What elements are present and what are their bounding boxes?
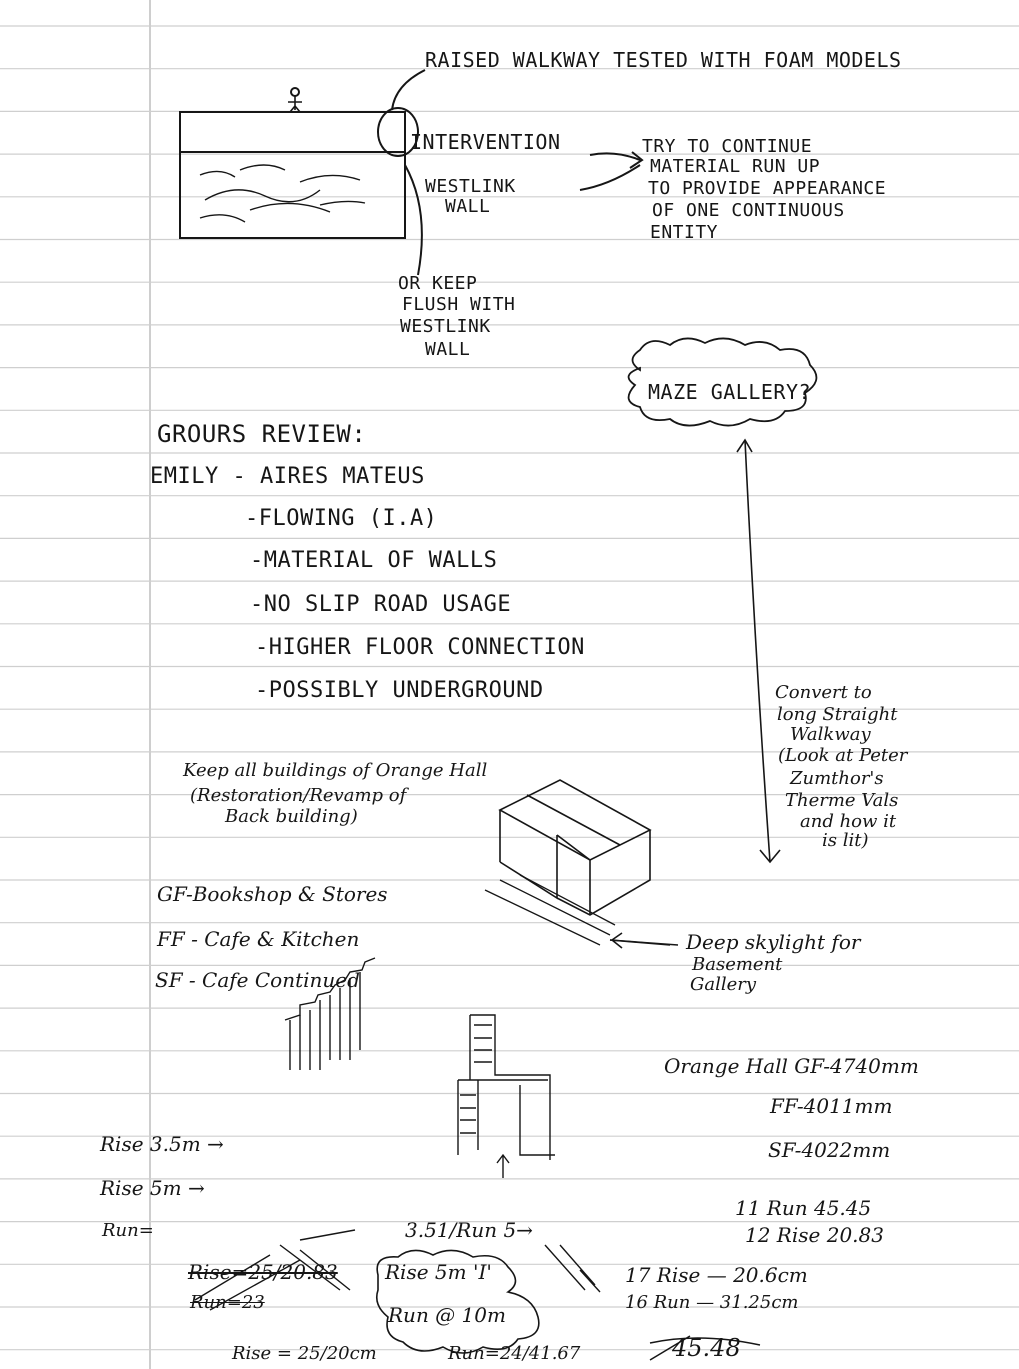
raised-walkway-note: RAISED WALKWAY TESTED WITH FOAM MODELS (425, 48, 902, 72)
crossed-calc: Run=23 (190, 1292, 265, 1313)
walkway-note-line: long Straight (777, 704, 898, 725)
continue-note-line: TO PROVIDE APPEARANCE (648, 178, 887, 199)
walkway-note-line: (Look at Peter (778, 745, 908, 766)
review-item: -HIGHER FLOOR CONNECTION (255, 635, 585, 660)
skylight-note: Gallery (690, 974, 757, 995)
review-item: -MATERIAL OF WALLS (250, 548, 498, 573)
flush-note-line: OR KEEP (398, 273, 478, 294)
skylight-note: Basement (692, 954, 783, 975)
continue-note-line: ENTITY (650, 222, 719, 243)
rise-note: Rise 3.5m → (100, 1132, 224, 1156)
building-box-sketch (485, 780, 670, 948)
floor-ff: FF - Cafe & Kitchen (157, 927, 360, 951)
flush-note-line: WESTLINK (400, 316, 491, 337)
calc-note: 17 Rise — 20.6cm (625, 1263, 808, 1287)
calc-note: 16 Run — 31.25cm (625, 1292, 799, 1313)
run-mid-note: 3.51/Run 5→ (405, 1218, 533, 1242)
walkway-note-line: is lit) (822, 830, 869, 851)
floor-gf: GF-Bookshop & Stores (157, 882, 388, 906)
flush-note-line: WALL (425, 339, 471, 360)
maze-gallery-label: MAZE GALLERY? (648, 380, 812, 404)
review-item: -FLOWING (I.A) (245, 506, 438, 531)
orange-hall-note: Keep all buildings of Orange Hall (183, 760, 488, 781)
height-gf: Orange Hall GF-4740mm (664, 1054, 919, 1078)
calc-note: 11 Run 45.45 (735, 1196, 872, 1220)
skylight-note: Deep skylight for (686, 930, 861, 954)
crossed-calc: Rise=25/20.83 (188, 1260, 338, 1284)
bottom-calc: 45.48 (672, 1334, 741, 1362)
walkway-note-line: Therme Vals (785, 790, 899, 811)
floor-sf: SF - Cafe Continued (155, 968, 360, 992)
groups-review-heading: GROURS REVIEW: (157, 420, 367, 448)
walkway-note-line: Walkway (790, 724, 871, 745)
westlink-label: WESTLINK (425, 176, 516, 197)
orange-hall-note: Back building) (225, 806, 358, 827)
run-note: Run= (102, 1220, 154, 1241)
cloud-calc: Run @ 10m (388, 1303, 506, 1327)
review-item: -NO SLIP ROAD USAGE (250, 592, 512, 617)
height-sf: SF-4022mm (768, 1138, 891, 1162)
review-item: -POSSIBLY UNDERGROUND (255, 678, 544, 703)
rise-note: Rise 5m → (100, 1176, 205, 1200)
calc-note: 12 Rise 20.83 (745, 1223, 884, 1247)
wall-label: WALL (445, 196, 491, 217)
wall-section-sketch (180, 70, 642, 275)
continue-note-line: TRY TO CONTINUE (642, 136, 813, 157)
height-ff: FF-4011mm (770, 1094, 893, 1118)
orange-hall-note: (Restoration/Revamp of (190, 785, 407, 806)
continue-note-line: OF ONE CONTINUOUS (652, 200, 845, 221)
continue-note-line: MATERIAL RUN UP (650, 156, 821, 177)
section-stair-sketch (458, 1015, 555, 1178)
intervention-label: INTERVENTION (410, 130, 561, 154)
review-person: EMILY - AIRES MATEUS (150, 464, 425, 489)
bottom-calc: Rise = 25/20cm (232, 1343, 377, 1364)
walkway-note-line: Zumthor's (790, 768, 884, 789)
bottom-calc: Run=24/41.67 (448, 1343, 581, 1364)
walkway-note-line: Convert to (775, 682, 872, 703)
flush-note-line: FLUSH WITH (402, 294, 516, 315)
walkway-note-line: and how it (800, 811, 897, 832)
cloud-calc: Rise 5m 'I' (385, 1260, 492, 1284)
